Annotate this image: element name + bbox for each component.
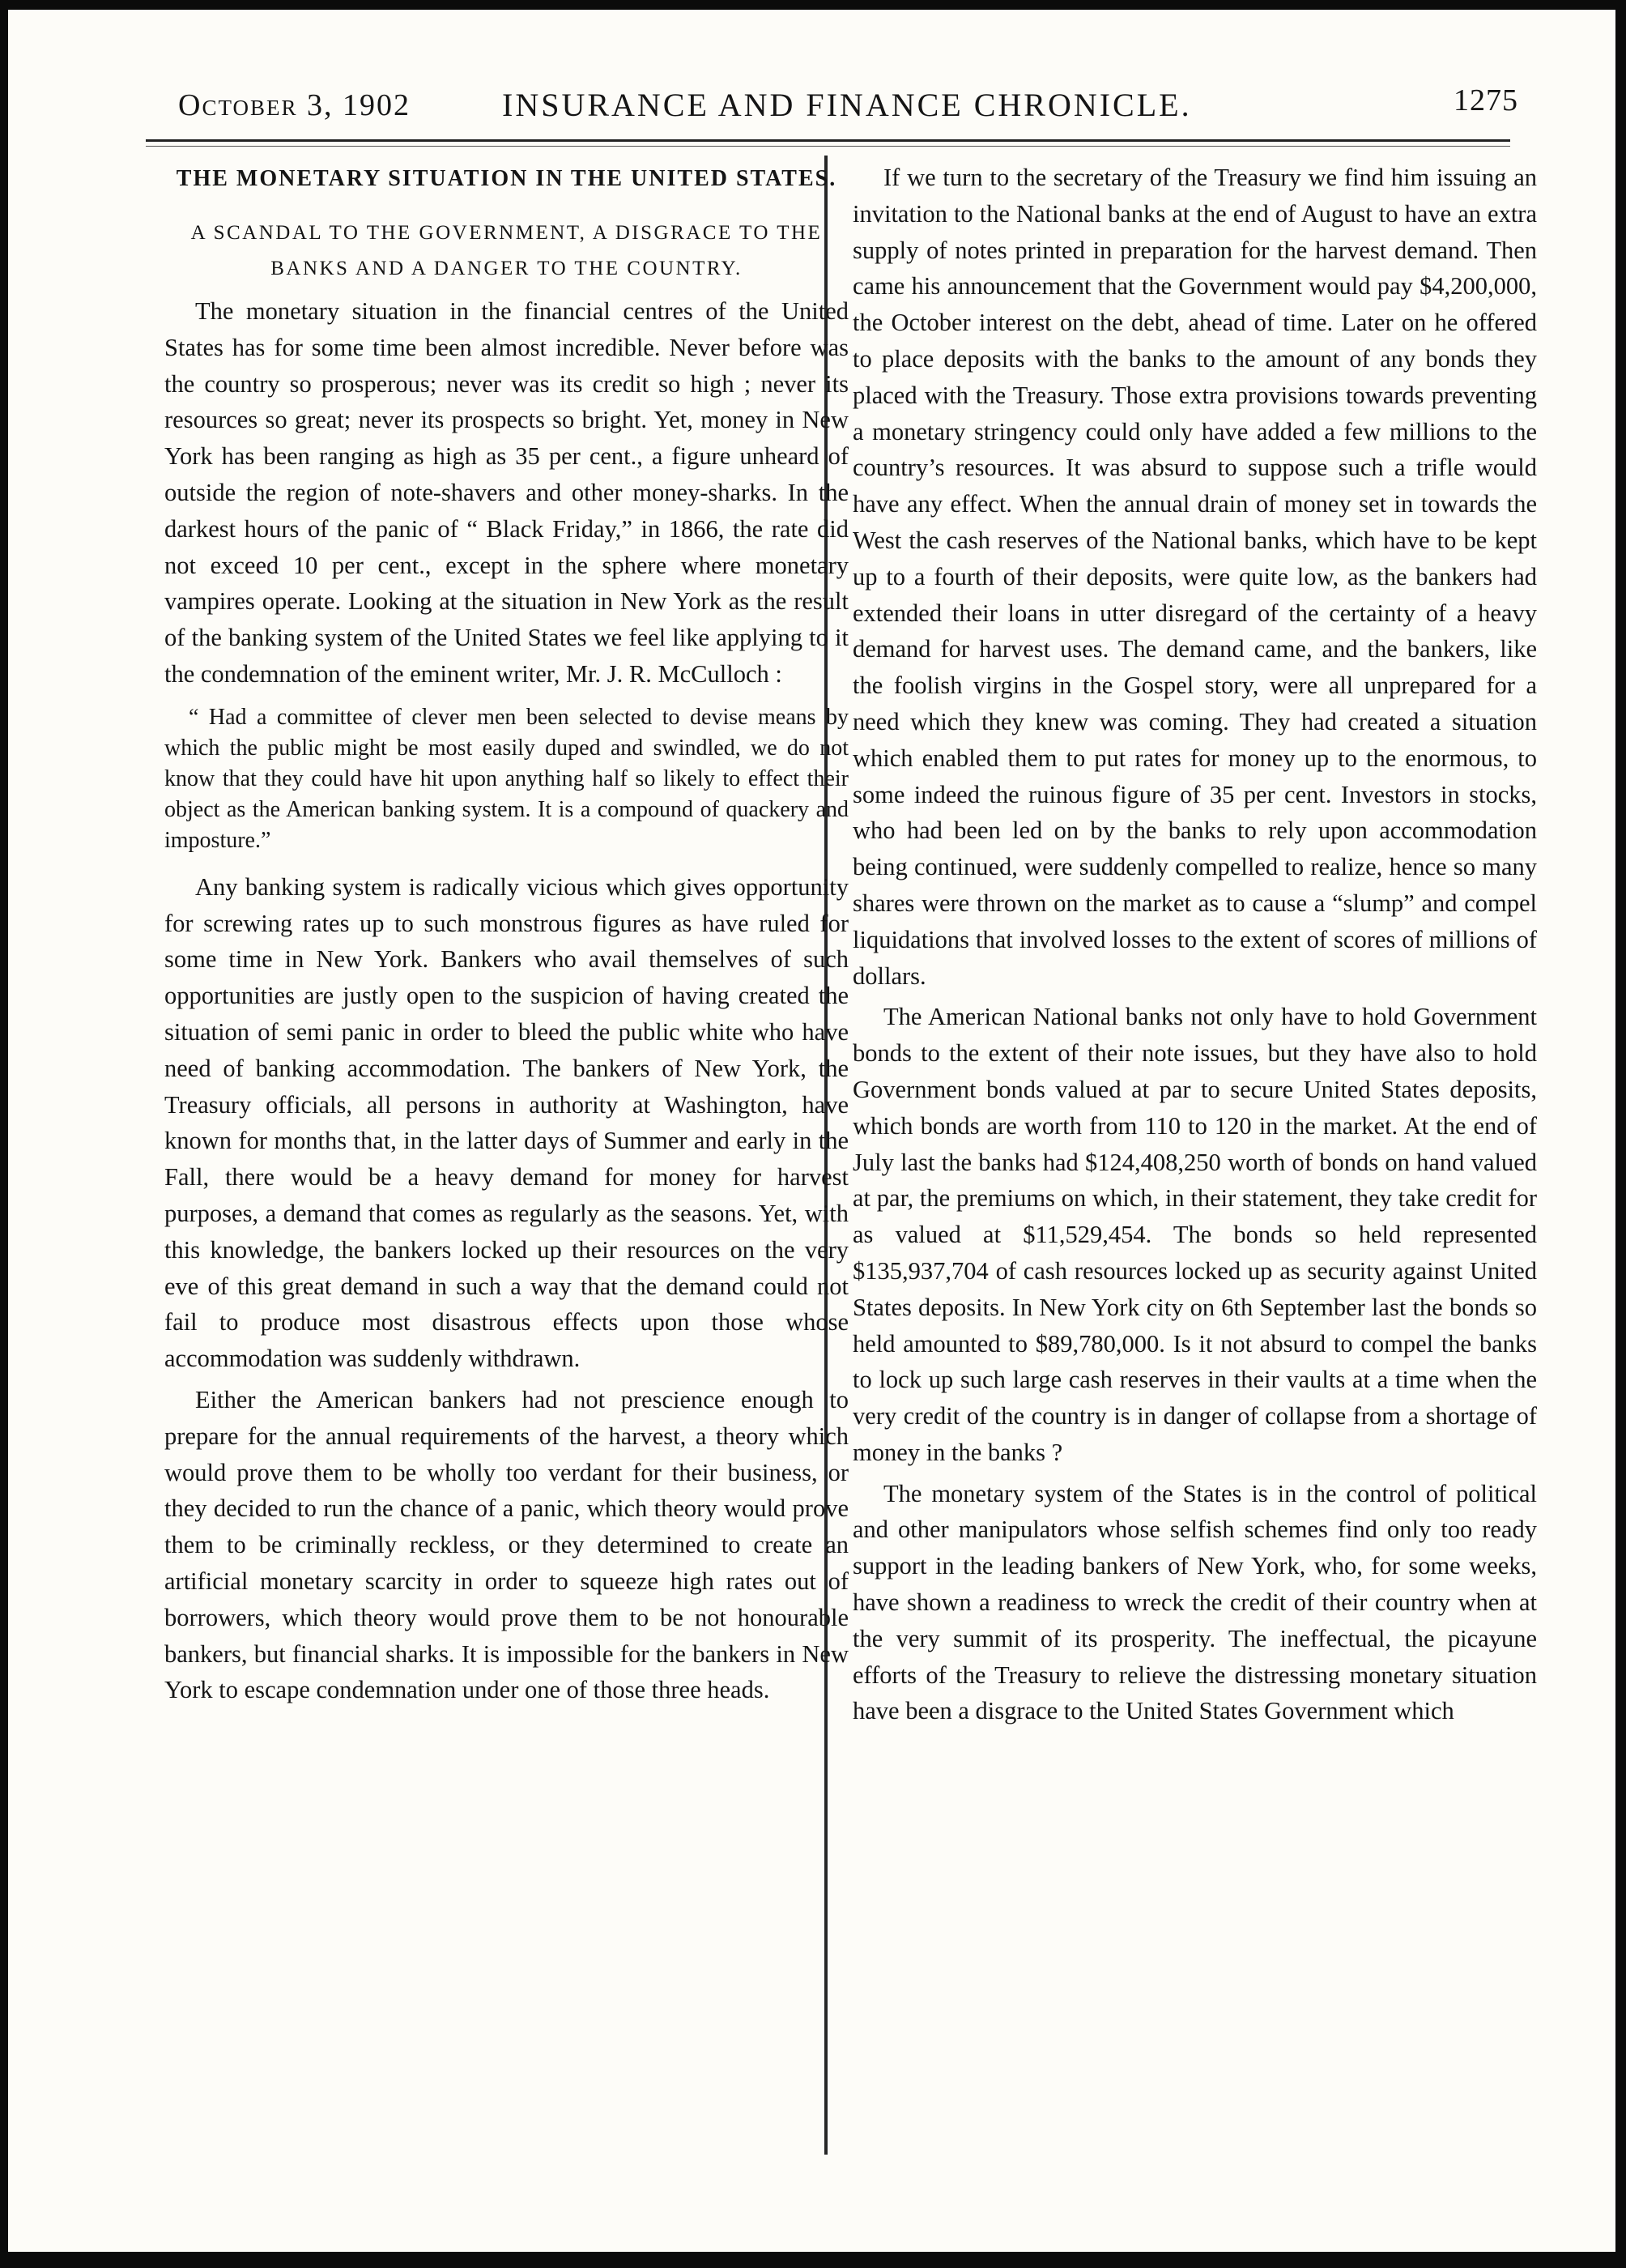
paragraph: If we turn to the secretary of the Treasury we find him issuing an invitation to the National banks at the end of August to have an extra supply of notes printed in preparation for the harvest demand. Then came his announcement that the Government would pay $4,200,000, the October interest on the debt, ahead of time. Later on he offered to place deposits with the banks to the amount of any bonds they placed with the Treasury. Those extra provisions towards preventing a monetary stringency could only have added a few millions to the country’s resources. It was absurd to suppose such a trifle would have any effect. When the annual drain of money set in towards the West the cash reserves of the National banks, which have to be kept up to a fourth of their deposits, were quite low, as the bankers had extended their loans in utter disregard of the certainty of a heavy demand for harvest uses. The demand came, and the bankers, like the foolish virgins in the Gospel story, were all unprepared for a need which they knew was coming. They had created a situation which enabled them to put rates for money up to the enormous, to some indeed the ruinous figure of 35 per cent. Investors in stocks, who had been led on by the banks to rely upon accommodation being continued, were suddenly compelled to realize, hence so many shares were thrown on the market as to cause a “slump” and compel liquidations that involved losses to the extent of scores of millions of dollars. (853, 164, 1537, 990)
page-number: 1275 (1454, 83, 1518, 117)
paragraph: The monetary situation in the financial centres of the United States has for some time been almost incredible. Never before was the country so prosperous; never was its credit so high ; never its resources so great; never its prospects so bright. Yet, money in New York has been ranging as high as 35 per cent., a figure unheard of outside the region of note-shavers and other money-sharks. In the darkest hours of the panic of “ Black Friday,” in 1866, the rate did not exceed 10 per cent., except in the sphere where monetary vampires operate. Looking at the situation in New York as the result of the banking system of the United States we feel like applying to it the condemnation of the eminent writer, Mr. J. R. McCulloch : (164, 297, 849, 688)
scanned-page (8, 10, 1615, 2252)
paragraph: Either the American bankers had not prescience enough to prepare for the annual requirements of the harvest, a theory which would prove them to be wholly too verdant for their business, or they decided to run the chance of a panic, which theory would prove them to be criminally reckless, or they determined to create an artificial monetary scarcity in order to squeeze high rates out of borrowers, which theory would prove them to be not honourable bankers, but financial sharks. It is impossible for the bankers in New York to escape condemnation under one of those three heads. (164, 1385, 849, 1704)
block-quote: “ Had a committee of clever men been selected to devise means by which the public might be most easily duped and swindled, we do not know that they could have hit upon anything half so likely to effect their object as the American banking system. It is a compound of quackery and imposture.” (164, 704, 849, 853)
paragraph: The American National banks not only have to hold Government bonds to the extent of their note issues, but they have also to hold Government bonds valued at par to secure United States deposits, which bonds are worth from 110 to 120 in the market. At the end of July last the banks had $124,408,250 worth of bonds on hand valued at par, the premiums on which, in their statement, they take credit for as valued at $11,529,454. The bonds so held represented $135,937,704 of cash resources locked up as security against United States deposits. In New York city on 6th September last the bonds so held amounted to $89,780,000. Is it not absurd to compel the banks to lock up such large cash reserves in their vaults at a time when the very credit of the country is in danger of collapse from a shortage of money in the banks ? (853, 1003, 1537, 1466)
running-head (40, 81, 1583, 130)
issue-date: October 3, 1902 (178, 88, 411, 122)
article-subhead: A SCANDAL TO THE GOVERNMENT, A DISGRACE TO THE BANKS AND A DANGER TO THE COUNTRY. (190, 222, 823, 279)
article-headline: THE MONETARY SITUATION IN THE UNITED STATES. (176, 166, 837, 191)
paragraph: Any banking system is radically vicious which gives opportunity for screwing rates up to such monstrous figures as have ruled for some time in New York. Bankers who avail themselves of such opportunities are justly open to the suspicion of having created the situation of semi panic in order to bleed the public white who have need of banking accommodation. The bankers of New York, the Treasury officials, all persons in authority at Washington, have known for months that, in the latter days of Summer and early in the Fall, there would be a heavy demand for money for harvest purposes, a demand that comes as regularly as the seasons. Yet, with this knowledge, the bankers locked up their resources on the very eve of this great demand in such a way that the demand could not fail to produce most disastrous effects upon those whose accommodation was suddenly withdrawn. (164, 872, 849, 1373)
header-rule (146, 139, 1510, 147)
paragraph: The monetary system of the States is in the control of political and other manipulators whose selfish schemes find only too ready support in the leading bankers of New York, who, for some weeks, have shown a readiness to wreck the credit of their country when at the very summit of its prosperity. The ineffectual, the picayune efforts of the Treasury to relieve the distressing monetary situation have been a disgrace to the United States Government which (853, 1479, 1537, 1725)
publication-title: INSURANCE AND FINANCE CHRONICLE. (502, 87, 1192, 123)
left-column (164, 160, 849, 1708)
right-column (853, 160, 1537, 1729)
